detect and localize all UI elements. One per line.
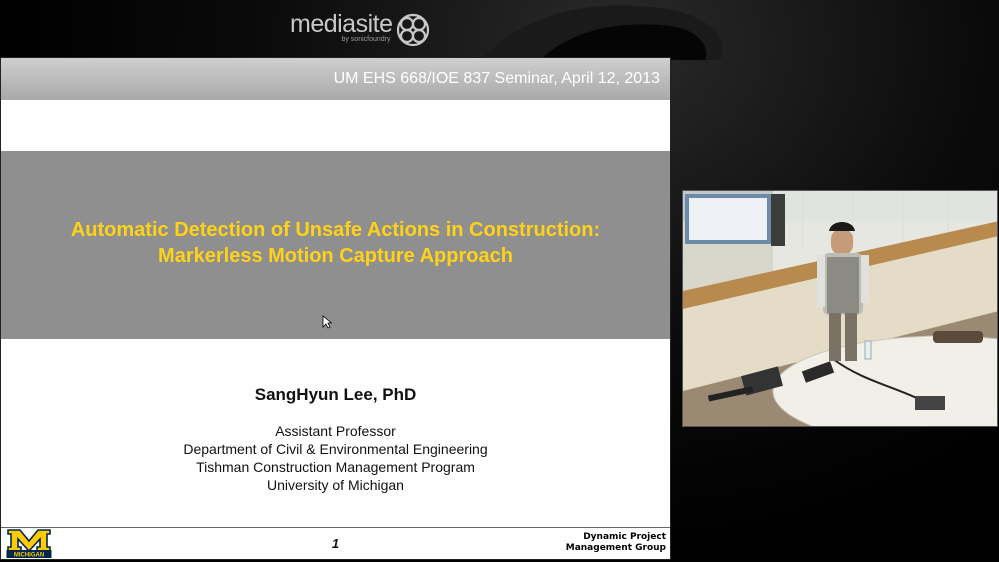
affiliation-line: Tishman Construction Management Program [196, 459, 475, 475]
affiliation-line: University of Michigan [267, 477, 404, 493]
sonicfoundry-knot-icon [395, 12, 431, 48]
mouse-pointer-icon [322, 315, 332, 329]
svg-text:MICHIGAN: MICHIGAN [13, 552, 45, 559]
affiliation-line: Assistant Professor [275, 423, 396, 439]
video-frame-image [683, 191, 998, 427]
title-band [1, 151, 670, 339]
seminar-header: UM EHS 668/IOE 837 Seminar, April 12, 2013 [333, 70, 660, 87]
slide-header-bar [1, 58, 670, 100]
mediasite-logo [290, 10, 431, 50]
affiliation-line: Department of Civil & Environmental Engineering [183, 441, 488, 457]
author-name: SangHyun Lee, PhD [254, 385, 417, 404]
background-swoosh [420, 0, 740, 60]
presentation-slide [0, 57, 671, 560]
logo-word: mediasite [290, 10, 393, 38]
presenter-video[interactable] [682, 190, 998, 427]
slide-title-line-1: Automatic Detection of Unsafe Actions in Construction: [70, 219, 601, 241]
slide-page-number: 1 [331, 536, 340, 551]
logo-sub: by sonicfoundry [341, 36, 391, 43]
group-line-1: Dynamic Project [583, 532, 666, 542]
group-logo-text [566, 532, 666, 554]
footer-divider [1, 527, 670, 528]
group-line-2: Management Group [565, 543, 666, 553]
slide-title-line-2: Markerless Motion Capture Approach [158, 245, 513, 267]
